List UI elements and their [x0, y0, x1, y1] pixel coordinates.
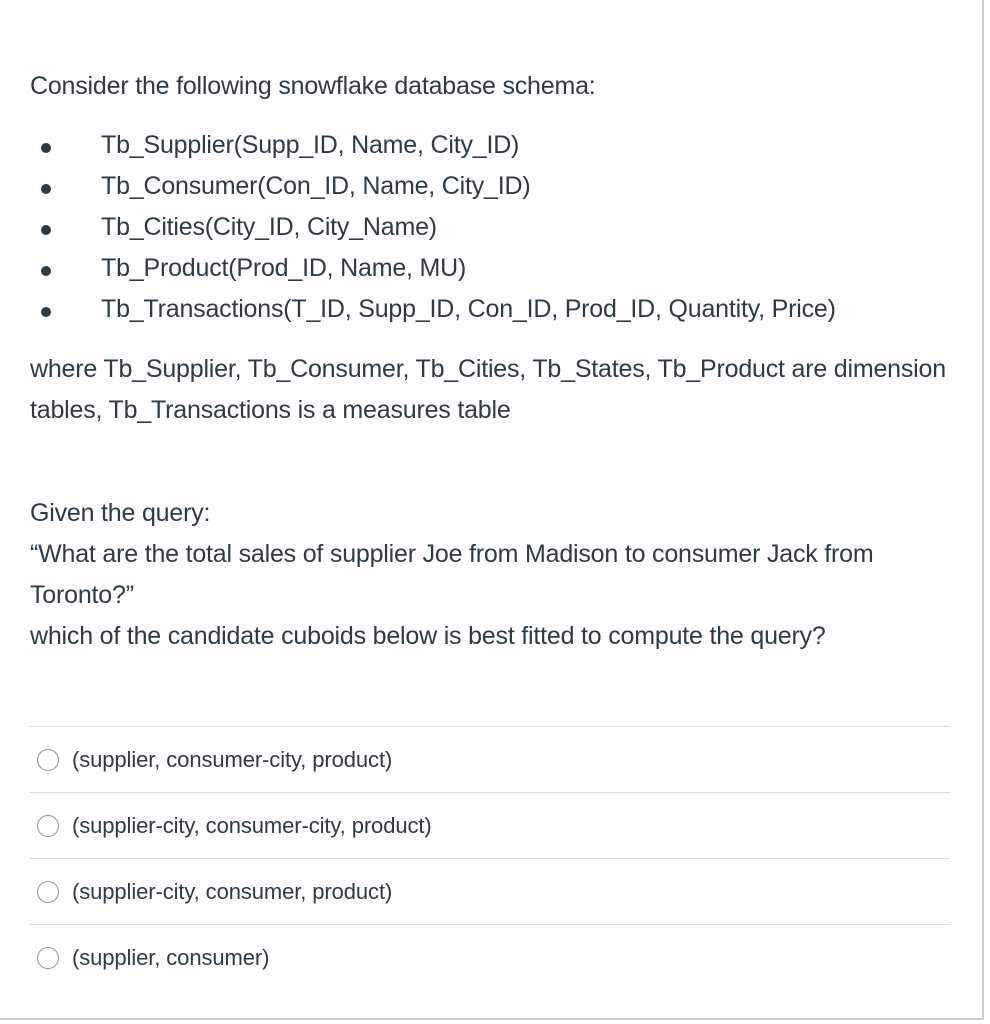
answer-label[interactable]: (supplier, consumer) [72, 944, 270, 970]
bullet-icon [41, 143, 51, 153]
answer-list [30, 726, 950, 990]
question-intro: Consider the following snowflake database schema: [30, 72, 596, 100]
schema-item-text: Tb_Supplier(Supp_ID, Name, City_ID) [101, 131, 520, 159]
bullet-icon [41, 266, 51, 276]
schema-item-text: Tb_Product(Prod_ID, Name, MU) [101, 254, 467, 282]
list-item [30, 289, 960, 330]
bullet-icon [41, 225, 51, 235]
answer-label[interactable]: (supplier-city, consumer-city, product) [72, 812, 432, 838]
schema-item-text: Tb_Consumer(Con_ID, Name, City_ID) [101, 172, 531, 200]
list-item [30, 125, 960, 166]
bullet-icon [41, 307, 51, 317]
answer-option-4[interactable] [30, 925, 950, 990]
schema-list [30, 125, 960, 330]
list-item [30, 207, 960, 248]
answer-option-3[interactable] [30, 859, 950, 925]
answer-label[interactable]: (supplier, consumer-city, product) [72, 746, 393, 772]
query-text: “What are the total sales of supplier Joe from Madison to consumer Jack from Toronto?” [30, 540, 874, 609]
query-intro: Given the query: [30, 499, 211, 527]
schema-item-text: Tb_Transactions(T_ID, Supp_ID, Con_ID, Prod_ID, Quantity, Price) [101, 295, 836, 323]
question-text [30, 66, 960, 657]
radio-button-icon[interactable] [37, 947, 59, 969]
radio-button-icon[interactable] [37, 881, 59, 903]
spacer [30, 431, 960, 493]
bullet-icon [41, 184, 51, 194]
list-item [30, 166, 960, 207]
answer-option-2[interactable] [30, 793, 950, 859]
schema-item-text: Tb_Cities(City_ID, City_Name) [101, 213, 437, 241]
list-item [30, 248, 960, 289]
radio-button-icon[interactable] [37, 815, 59, 837]
answer-option-1[interactable] [30, 727, 950, 793]
question-prompt: which of the candidate cuboids below is best fitted to compute the query? [30, 622, 826, 650]
answer-label[interactable]: (supplier-city, consumer, product) [72, 878, 393, 904]
schema-description: where Tb_Supplier, Tb_Consumer, Tb_Cities, Tb_States, Tb_Product are dimension tables, Tb_Transactions is a measures table [30, 355, 946, 424]
radio-button-icon[interactable] [37, 749, 59, 771]
